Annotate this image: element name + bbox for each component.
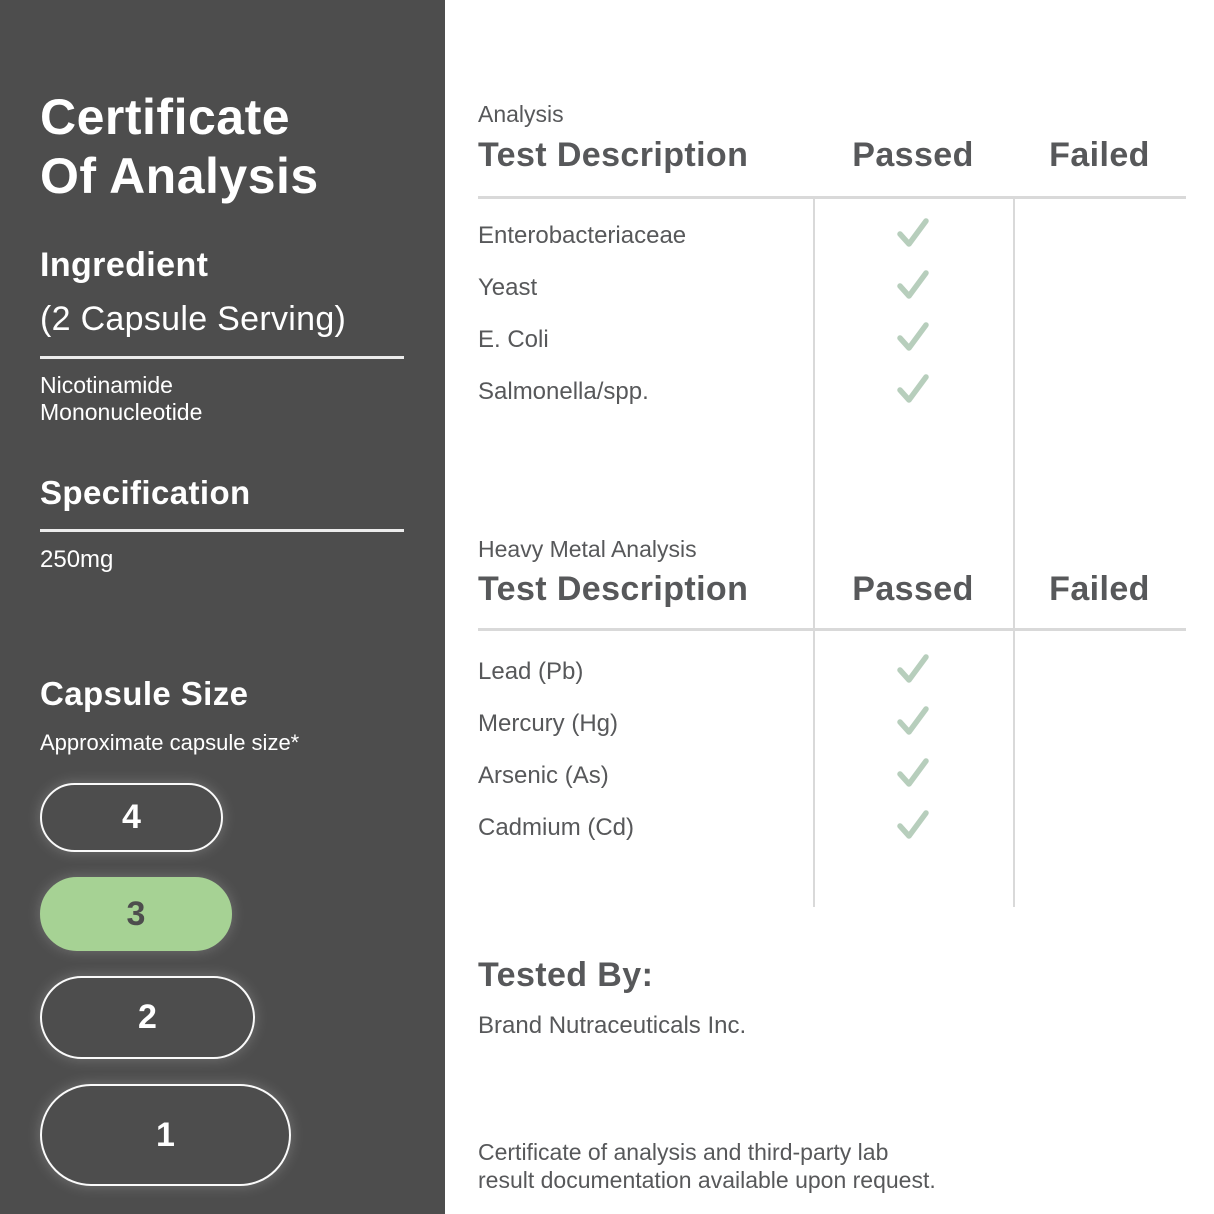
- table-row-name: Enterobacteriaceae: [478, 222, 687, 249]
- capsule-size-option-label: 1: [156, 1115, 175, 1154]
- check-icon: [813, 704, 1013, 743]
- footnote-line1: Certificate of analysis and third-party lab: [478, 1139, 889, 1165]
- capsule-size-option-2[interactable]: [40, 976, 255, 1059]
- check-icon: [813, 268, 1013, 307]
- footnote: [478, 1138, 936, 1194]
- specification-underline: [40, 529, 404, 532]
- table-row-name: Yeast: [478, 274, 538, 301]
- ingredient-value: [40, 372, 202, 426]
- column-header-test-description: Test Description: [478, 570, 749, 608]
- table-divider-horizontal: [478, 628, 1186, 631]
- table-row-name: Arsenic (As): [478, 762, 609, 789]
- sidebar: [0, 0, 445, 1214]
- ingredient-value-line2: Mononucleotide: [40, 399, 203, 425]
- analysis-content: [445, 0, 1214, 1214]
- check-icon: [813, 808, 1013, 847]
- specification-heading: Specification: [40, 474, 251, 511]
- column-header-passed: Passed: [852, 136, 974, 174]
- table-row-name: Cadmium (Cd): [478, 814, 635, 841]
- column-header-failed: Failed: [1049, 570, 1150, 608]
- ingredient-subheading: (2 Capsule Serving): [40, 300, 347, 338]
- column-header-test-description: Test Description: [478, 136, 749, 174]
- check-icon: [813, 216, 1013, 255]
- table-divider-vertical: [1013, 199, 1015, 907]
- table-row-name: E. Coli: [478, 326, 549, 353]
- page-title: [40, 88, 319, 205]
- table-divider-horizontal: [478, 196, 1186, 199]
- table-row-name: Lead (Pb): [478, 658, 584, 685]
- table-section-label: Heavy Metal Analysis: [478, 536, 697, 562]
- footnote-line2: result documentation available upon request.: [478, 1167, 936, 1193]
- table-row-name: Salmonella/spp.: [478, 378, 649, 405]
- column-header-passed: Passed: [852, 570, 974, 608]
- ingredient-heading: Ingredient: [40, 246, 209, 284]
- tested-by-heading: Tested By:: [478, 956, 654, 994]
- specification-value: 250mg: [40, 546, 114, 573]
- page-title-line1: Certificate: [40, 89, 291, 145]
- ingredient-underline: [40, 356, 404, 359]
- capsule-size-option-label: 2: [138, 998, 157, 1036]
- capsule-size-option-4[interactable]: [40, 783, 223, 852]
- ingredient-value-line1: Nicotinamide: [40, 372, 173, 398]
- tested-by-value: Brand Nutraceuticals Inc.: [478, 1012, 747, 1039]
- capsule-size-option-1[interactable]: [40, 1084, 291, 1186]
- check-icon: [813, 652, 1013, 691]
- capsule-size-option-label: 4: [122, 798, 141, 836]
- check-icon: [813, 372, 1013, 411]
- capsule-size-subheading: Approximate capsule size*: [40, 730, 300, 755]
- capsule-size-option-label: 3: [126, 894, 146, 933]
- capsule-size-option-3[interactable]: [40, 877, 232, 951]
- capsule-size-heading: Capsule Size: [40, 675, 249, 712]
- table-row-name: Mercury (Hg): [478, 710, 619, 737]
- check-icon: [813, 320, 1013, 359]
- page-title-line2: Of Analysis: [40, 147, 319, 204]
- table-section-label: Analysis: [478, 101, 564, 127]
- column-header-failed: Failed: [1049, 136, 1150, 174]
- check-icon: [813, 756, 1013, 795]
